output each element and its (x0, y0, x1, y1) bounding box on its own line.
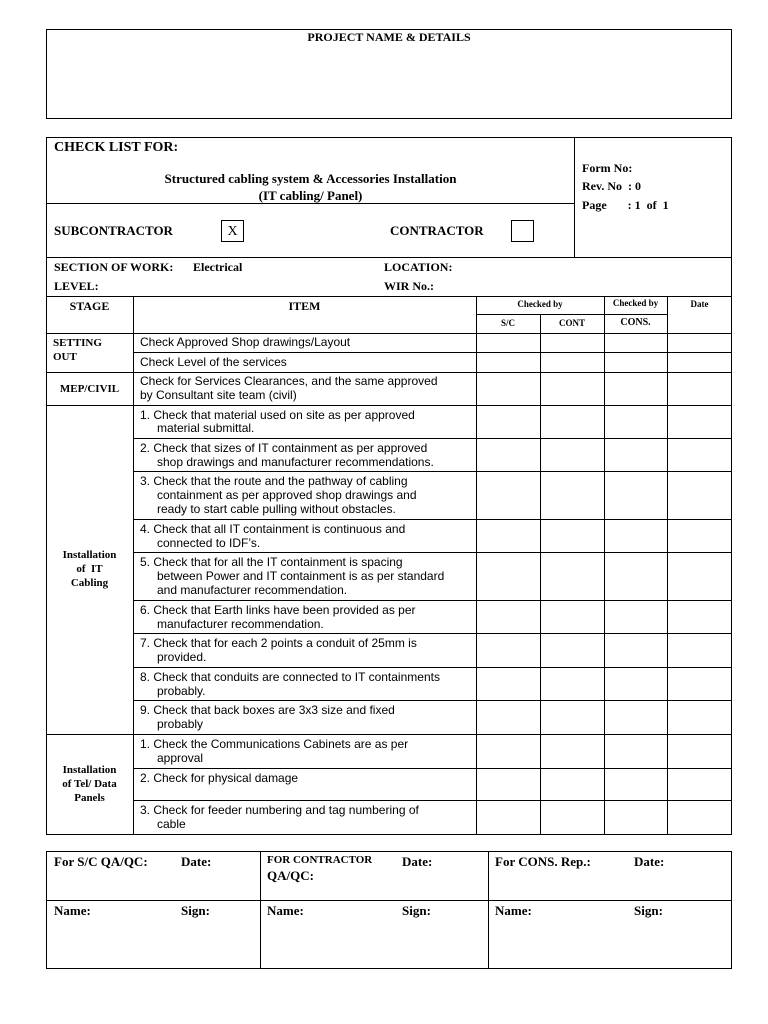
row-line (133, 633, 732, 634)
row-line (133, 471, 732, 472)
sc-name-label: Name: (54, 903, 91, 918)
stage-setting-out: SETTING OUT (53, 337, 102, 363)
subcontractor-checkbox[interactable]: X (221, 220, 244, 242)
row-line (46, 372, 732, 373)
row-line (133, 352, 732, 353)
signoff-frame (46, 851, 732, 969)
row-line (133, 552, 732, 553)
item-it6-line1: 6. Check that Earth links have been provided as per (140, 603, 416, 617)
stage-panels-line1: Installation (62, 764, 117, 776)
checked-by-header: Checked by (517, 299, 563, 309)
item-it1-line1: 1. Check that material used on site as per approved (140, 408, 415, 422)
item-it4-line2: connected to IDF’s. (157, 536, 261, 550)
item-it6-line2: manufacturer recommendation. (157, 617, 324, 631)
stage-panels-line3: Panels (74, 792, 105, 804)
sc-sign-label: Sign: (181, 903, 210, 918)
sc-date-label: Date: (181, 854, 212, 869)
item-mep-line1: Check for Services Clearances, and the same approved (140, 374, 438, 388)
row-line (46, 734, 732, 735)
item-it7-line1: 7. Check that for each 2 points a conduit of 25mm is (140, 636, 417, 650)
header-divider-2 (46, 257, 732, 258)
item-setting-out-1: Check Approved Shop drawings/Layout (140, 335, 351, 349)
item-it5-line2: between Power and IT containment is as per standard (157, 569, 445, 583)
checklist-label: CHECK LIST FOR: (54, 140, 179, 155)
cons-sign-label: Sign: (634, 903, 663, 918)
contractor-qaqc-label-line1: FOR CONTRACTOR (267, 854, 373, 866)
col-line-cont (604, 296, 605, 835)
stage-header: STAGE (69, 299, 110, 313)
row-line (133, 700, 732, 701)
sc-header: S/C (500, 318, 515, 328)
contractor-label: CONTRACTOR (390, 223, 484, 238)
date-header: Date (690, 299, 709, 309)
contractor-sign-label: Sign: (402, 903, 431, 918)
section-of-work-label: SECTION OF WORK: (54, 260, 174, 274)
contractor-qaqc-label-line2: QA/QC: (267, 868, 314, 883)
stage-it-cabling-line2: of IT (76, 563, 103, 575)
contractor-date-label: Date: (402, 854, 433, 869)
item-it7-line2: provided. (157, 650, 207, 664)
col-line-cons (667, 296, 668, 835)
item-it9-line2: probably (157, 717, 204, 731)
col-line-sc (540, 314, 541, 835)
stage-it-cabling-line3: Cabling (70, 577, 109, 589)
item-panel1-line1: 1. Check the Communications Cabinets are as per (140, 737, 409, 751)
item-it8-line1: 8. Check that conduits are connected to IT containments (140, 670, 440, 684)
cons-rep-label: For CONS. Rep.: (495, 854, 591, 869)
header-divider-3 (46, 296, 732, 297)
item-setting-out-2: Check Level of the services (140, 355, 287, 369)
item-it3-line1: 3. Check that the route and the pathway of cabling (140, 474, 408, 488)
wir-no-label: WIR No.: (384, 279, 434, 293)
sc-qaqc-label: For S/C QA/QC: (54, 854, 148, 869)
contractor-name-label: Name: (267, 903, 304, 918)
checklist-subtitle-line2: (IT cabling/ Panel) (258, 188, 363, 203)
cons-date-label: Date: (634, 854, 665, 869)
section-of-work-value: Electrical (193, 260, 243, 274)
row-line (133, 800, 732, 801)
cons-name-label: Name: (495, 903, 532, 918)
stage-mep-civil: MEP/CIVIL (59, 383, 120, 395)
signoff-col-1 (260, 851, 261, 969)
row-line (133, 519, 732, 520)
item-it3-line2: containment as per approved shop drawings and (157, 488, 417, 502)
item-panel2-line1: 2. Check for physical damage (140, 771, 299, 785)
row-line (46, 405, 732, 406)
header-bottom-line (46, 333, 732, 334)
rev-no: Rev. No : 0 (582, 179, 641, 193)
item-it8-line2: probably. (157, 684, 206, 698)
location-label: LOCATION: (384, 260, 453, 274)
signoff-divider (46, 900, 732, 901)
item-it9-line1: 9. Check that back boxes are 3x3 size and fixed (140, 703, 395, 717)
item-panel3-line1: 3. Check for feeder numbering and tag numbering of (140, 803, 419, 817)
level-label: LEVEL: (54, 279, 99, 293)
cons-header: CONS. (620, 317, 651, 328)
item-header: ITEM (288, 299, 321, 313)
item-it3-line3: ready to start cable pulling without obstacles. (157, 502, 396, 516)
signoff-col-2 (488, 851, 489, 969)
col-line-item (476, 296, 477, 835)
form-no: Form No: (582, 161, 633, 175)
item-mep-line2: by Consultant site team (civil) (140, 388, 297, 402)
project-title: PROJECT NAME & DETAILS (307, 30, 471, 44)
row-line (133, 768, 732, 769)
item-it2-line2: shop drawings and manufacturer recommendations. (157, 455, 434, 469)
item-panel3-line2: cable (157, 817, 186, 831)
item-it5-line3: and manufacturer recommendation. (157, 583, 348, 597)
stage-it-cabling-line1: Installation (62, 549, 117, 561)
item-it4-line1: 4. Check that all IT containment is continuous and (140, 522, 406, 536)
item-it2-line1: 2. Check that sizes of IT containment as per approved (140, 441, 428, 455)
item-it5-line1: 5. Check that for all the IT containment is spacing (140, 555, 403, 569)
subcontractor-label: SUBCONTRACTOR (54, 223, 173, 238)
item-it1-line2: material submittal. (157, 421, 255, 435)
col-line-stage (133, 296, 134, 835)
row-line (133, 438, 732, 439)
stage-panels-line2: of Tel/ Data (62, 778, 117, 790)
cont-header: CONT (558, 318, 585, 328)
header-subrow-line (476, 314, 667, 315)
checklist-subtitle-line1: Structured cabling system & Accessories Installation (164, 171, 457, 186)
checked-by-cons-header: Checked by (612, 298, 659, 308)
row-line (133, 600, 732, 601)
contractor-checkbox[interactable] (511, 220, 534, 242)
item-panel1-line2: approval (157, 751, 204, 765)
row-line (133, 667, 732, 668)
page-number: Page : 1 of 1 (582, 198, 669, 212)
